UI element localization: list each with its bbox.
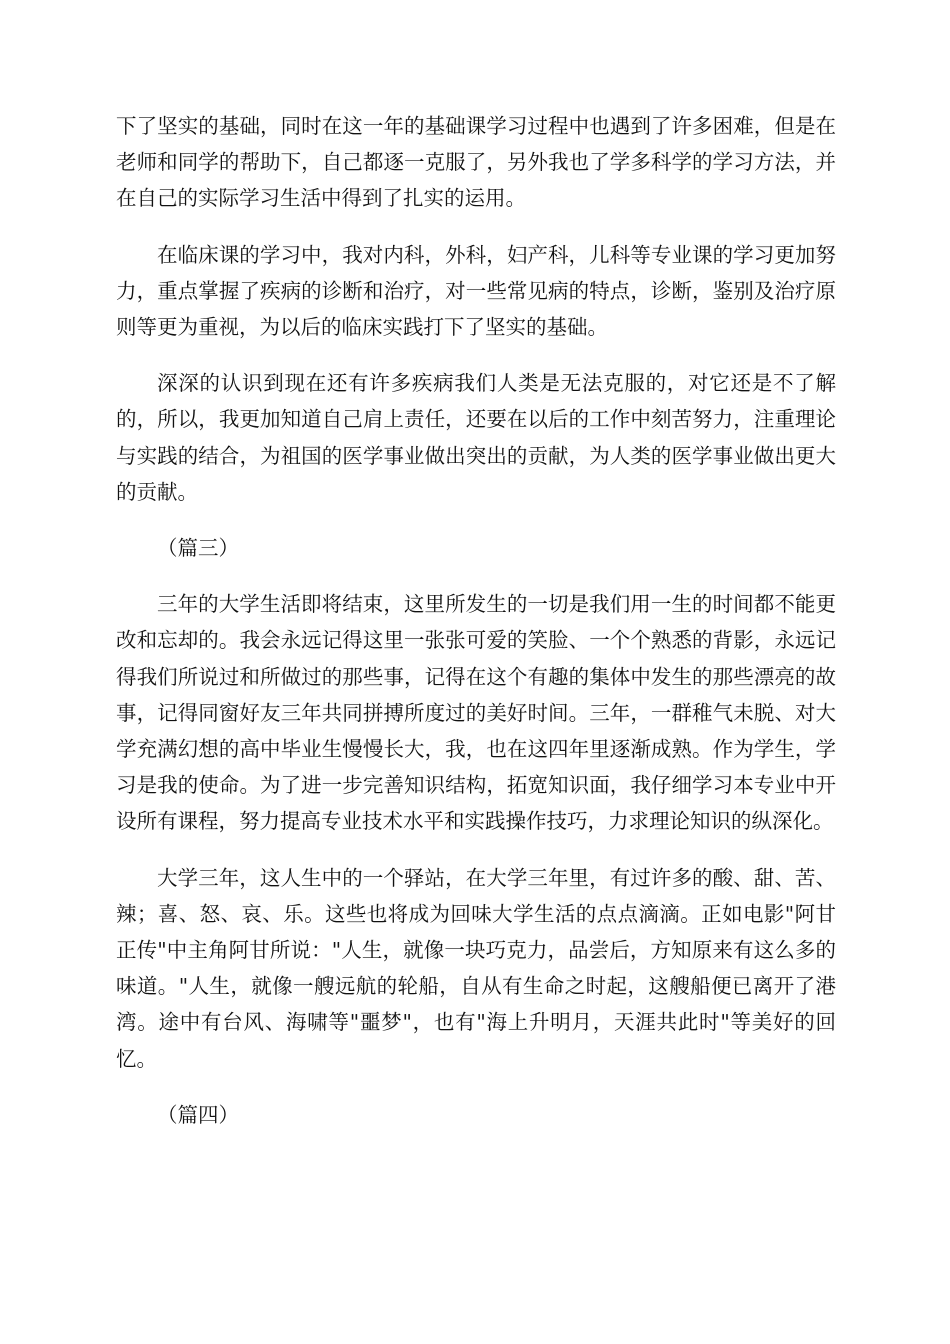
paragraph-3: 深深的认识到现在还有许多疾病我们人类是无法克服的，对它还是不了解的，所以，我更加知道自己肩上责任，还要在以后的工作中刻苦努力，注重理论与实践的结合，为祖国的医学事业做出突出的贡献，为人类的医学事业做出更大的贡献。 xyxy=(116,371,836,504)
paragraph-2: 在临床课的学习中，我对内科，外科，妇产科，儿科等专业课的学习更加努力，重点掌握了疾病的诊断和治疗，对一些常见病的特点，诊断，鉴别及治疗原则等更为重视，为以后的临床实践打下了坚实的基础。 xyxy=(116,242,836,340)
paragraph-5: 大学三年，这人生中的一个驿站，在大学三年里，有过许多的酸、甜、苦、辣；喜、怒、哀、乐。这些也将成为回味大学生活的点点滴滴。正如电影"阿甘正传"中主角阿甘所说："人生，就像一块巧克力，品尝后，方知原来有这么多的味道。"人生，就像一艘远航的轮船，自从有生命之时起，这艘船便已离开了港湾。途中有台风、海啸等"噩梦"，也有"海上升明月，天涯共此时"等美好的回忆。 xyxy=(116,865,836,1071)
section-heading-3: （篇三） xyxy=(157,536,239,561)
section-heading-4: （篇四） xyxy=(157,1102,239,1127)
document-page xyxy=(116,108,836,1153)
paragraph-1: 下了坚实的基础，同时在这一年的基础课学习过程中也遇到了许多困难，但是在老师和同学的帮助下，自己都逐一克服了，另外我也了学多科学的学习方法，并在自己的实际学习生活中得到了扎实的运用。 xyxy=(116,114,836,211)
paragraph-4: 三年的大学生活即将结束，这里所发生的一切是我们用一生的时间都不能更改和忘却的。我会永远记得这里一张张可爱的笑脸、一个个熟悉的背影，永远记得我们所说过和所做过的那些事，记得在这个有趣的集体中发生的那些漂亮的故事，记得同窗好友三年共同拼搏所度过的美好时间。三年，一群稚气未脱、对大学充满幻想的高中毕业生慢慢长大，我，也在这四年里逐渐成熟。作为学生，学习是我的使命。为了进一步完善知识结构，拓宽知识面，我仔细学习本专业中开设所有课程，努力提高专业技术水平和实践操作技巧，力求理论知识的纵深化。 xyxy=(116,592,836,834)
